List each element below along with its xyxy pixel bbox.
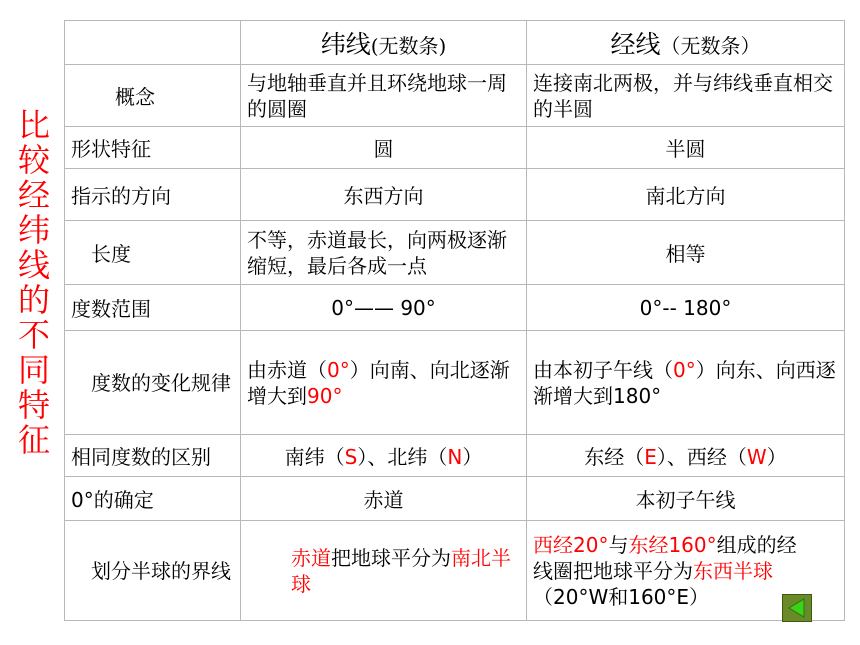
cell-weft-hemisphere: 赤道把地球平分为南北半球 [241, 521, 527, 621]
row-label-shape: 形状特征 [65, 127, 241, 169]
cell-weft-degree-range: 0°—— 90° [241, 285, 527, 331]
row-label-zero-degree: 0°的确定 [65, 477, 241, 521]
row-label-concept: 概念 [65, 65, 241, 127]
side-title: 比 较 经 纬 线 的 不 同 特 征 [17, 106, 50, 459]
header-row [65, 21, 845, 65]
table-row [65, 169, 845, 221]
row-label-degree-change: 度数的变化规律 [65, 331, 241, 435]
row-label-hemisphere: 划分半球的界线 [65, 521, 241, 621]
cell-weft-degree-change: 由赤道（0°）向南、向北逐渐增大到90° [241, 331, 527, 435]
row-label-same-degree: 相同度数的区别 [65, 435, 241, 477]
cell-meridian-degree-range: 0°-- 180° [527, 285, 845, 331]
row-label-length: 长度 [65, 221, 241, 285]
cell-meridian-concept: 连接南北两极，并与纬线垂直相交的半圆 [527, 65, 845, 127]
cell-weft-concept: 与地轴垂直并且环绕地球一周的圆圈 [241, 65, 527, 127]
corner-cell [65, 21, 241, 65]
table-row [65, 435, 845, 477]
cell-meridian-degree-change: 由本初子午线（0°）向东、向西逐渐增大到180° [527, 331, 845, 435]
table-row [65, 285, 845, 331]
table-row [65, 221, 845, 285]
row-label-direction: 指示的方向 [65, 169, 241, 221]
comparison-table [64, 20, 845, 621]
table-row [65, 65, 845, 127]
cell-meridian-shape: 半圆 [527, 127, 845, 169]
row-label-degree-range: 度数范围 [65, 285, 241, 331]
back-arrow-icon [783, 595, 811, 621]
table-row [65, 127, 845, 169]
cell-weft-same-degree: 南纬（S）、北纬（N） [241, 435, 527, 477]
cell-weft-length: 不等，赤道最长，向两极逐渐缩短，最后各成一点 [241, 221, 527, 285]
table-row [65, 331, 845, 435]
cell-meridian-direction: 南北方向 [527, 169, 845, 221]
cell-meridian-hemisphere: 西经20°与东经160°组成的经线圈把地球平分为东西半球（20°W和160°E） [527, 521, 845, 621]
cell-meridian-same-degree: 东经（E）、西经（W） [527, 435, 845, 477]
cell-meridian-length: 相等 [527, 221, 845, 285]
back-button[interactable] [782, 594, 812, 622]
header-weft: 纬线(无数条) [241, 21, 527, 65]
cell-weft-direction: 东西方向 [241, 169, 527, 221]
table-row [65, 521, 845, 621]
table-row [65, 477, 845, 521]
cell-meridian-zero-degree: 本初子午线 [527, 477, 845, 521]
cell-weft-zero-degree: 赤道 [241, 477, 527, 521]
header-meridian: 经线（无数条） [527, 21, 845, 65]
cell-weft-shape: 圆 [241, 127, 527, 169]
